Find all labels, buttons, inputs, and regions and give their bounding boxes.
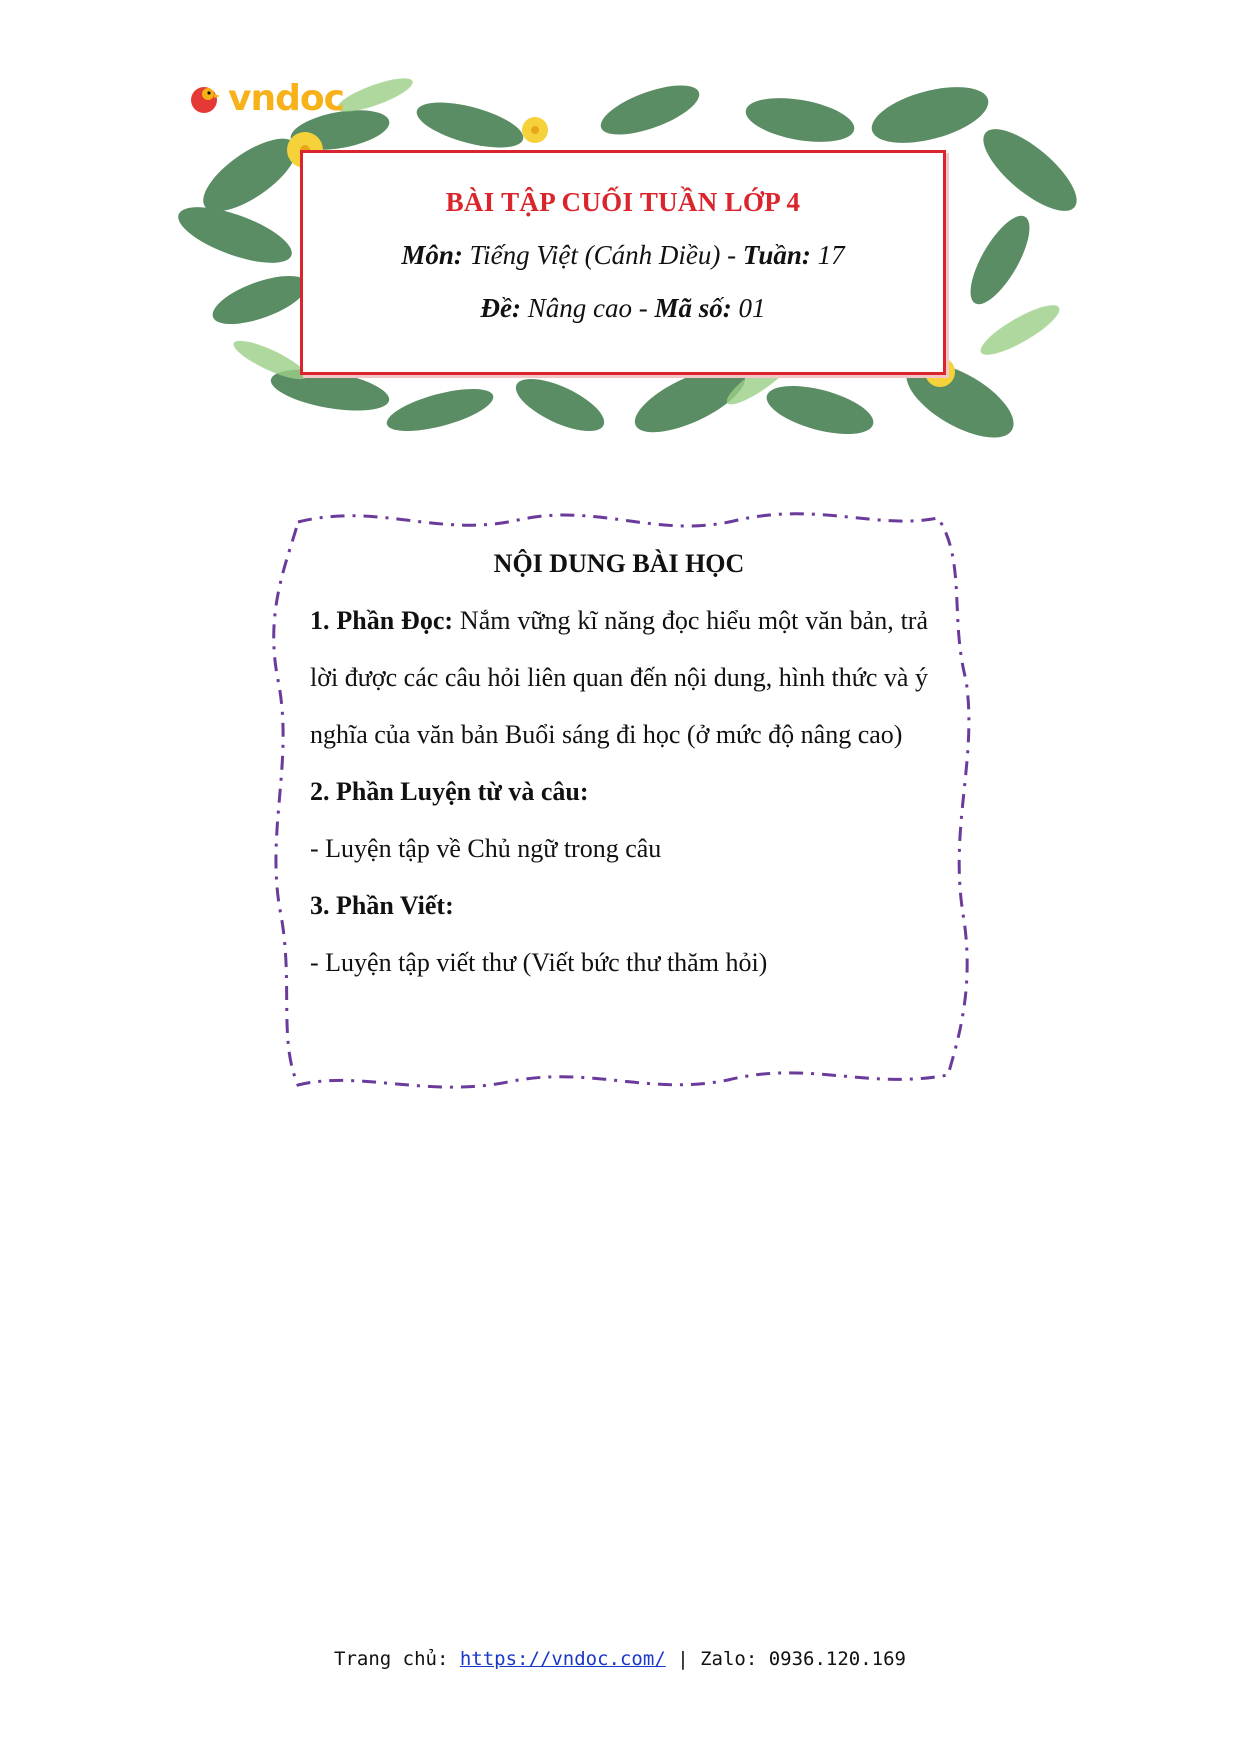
level-line bbox=[303, 293, 943, 324]
vocab-section bbox=[310, 763, 928, 820]
writing-section bbox=[310, 877, 928, 934]
worksheet-title: BÀI TẬP CUỐI TUẦN LỚP 4 bbox=[445, 187, 801, 217]
writing-label: 3. Phần Viết: bbox=[310, 891, 454, 920]
subject-line bbox=[303, 240, 943, 271]
level-value: Nâng cao - bbox=[520, 293, 655, 323]
writing-item: - Luyện tập viết thư (Viết bức thư thăm hỏi) bbox=[310, 948, 768, 977]
footer-prefix: Trang chủ: bbox=[334, 1648, 460, 1670]
vocab-label: 2. Phần Luyện từ và câu: bbox=[310, 777, 589, 806]
logo-text: vndoc bbox=[228, 77, 344, 119]
chicken-icon bbox=[186, 80, 222, 116]
week-label: Tuần: bbox=[742, 240, 811, 270]
page-footer bbox=[0, 1648, 1240, 1670]
code-label: Mã số: bbox=[654, 293, 732, 323]
vndoc-logo[interactable] bbox=[186, 74, 356, 122]
subject-label: Môn: bbox=[401, 240, 463, 270]
reading-text: Nắm vững kĩ năng đọc hiểu một văn bản, trả lời được các câu hỏi liên quan đến nội dung, hình thức và ý nghĩa của văn bản Buổi sáng đi học (ở mức độ nâng cao) bbox=[310, 606, 928, 749]
reading-label: 1. Phần Đọc: bbox=[310, 606, 454, 635]
vocab-item: - Luyện tập về Chủ ngữ trong câu bbox=[310, 834, 662, 863]
zalo-contact: Zalo: 0936.120.169 bbox=[700, 1648, 906, 1670]
title-box bbox=[300, 150, 946, 375]
level-label: Đề: bbox=[480, 293, 521, 323]
subject-value: Tiếng Việt (Cánh Diều) - bbox=[462, 240, 743, 270]
content-heading: NỘI DUNG BÀI HỌC bbox=[493, 549, 745, 578]
reading-section bbox=[310, 592, 928, 763]
homepage-link[interactable]: https://vndoc.com/ bbox=[459, 1648, 666, 1670]
lesson-content bbox=[310, 536, 928, 991]
code-value: 01 bbox=[731, 293, 766, 323]
week-value: 17 bbox=[810, 240, 845, 270]
footer-separator: | bbox=[665, 1648, 701, 1670]
